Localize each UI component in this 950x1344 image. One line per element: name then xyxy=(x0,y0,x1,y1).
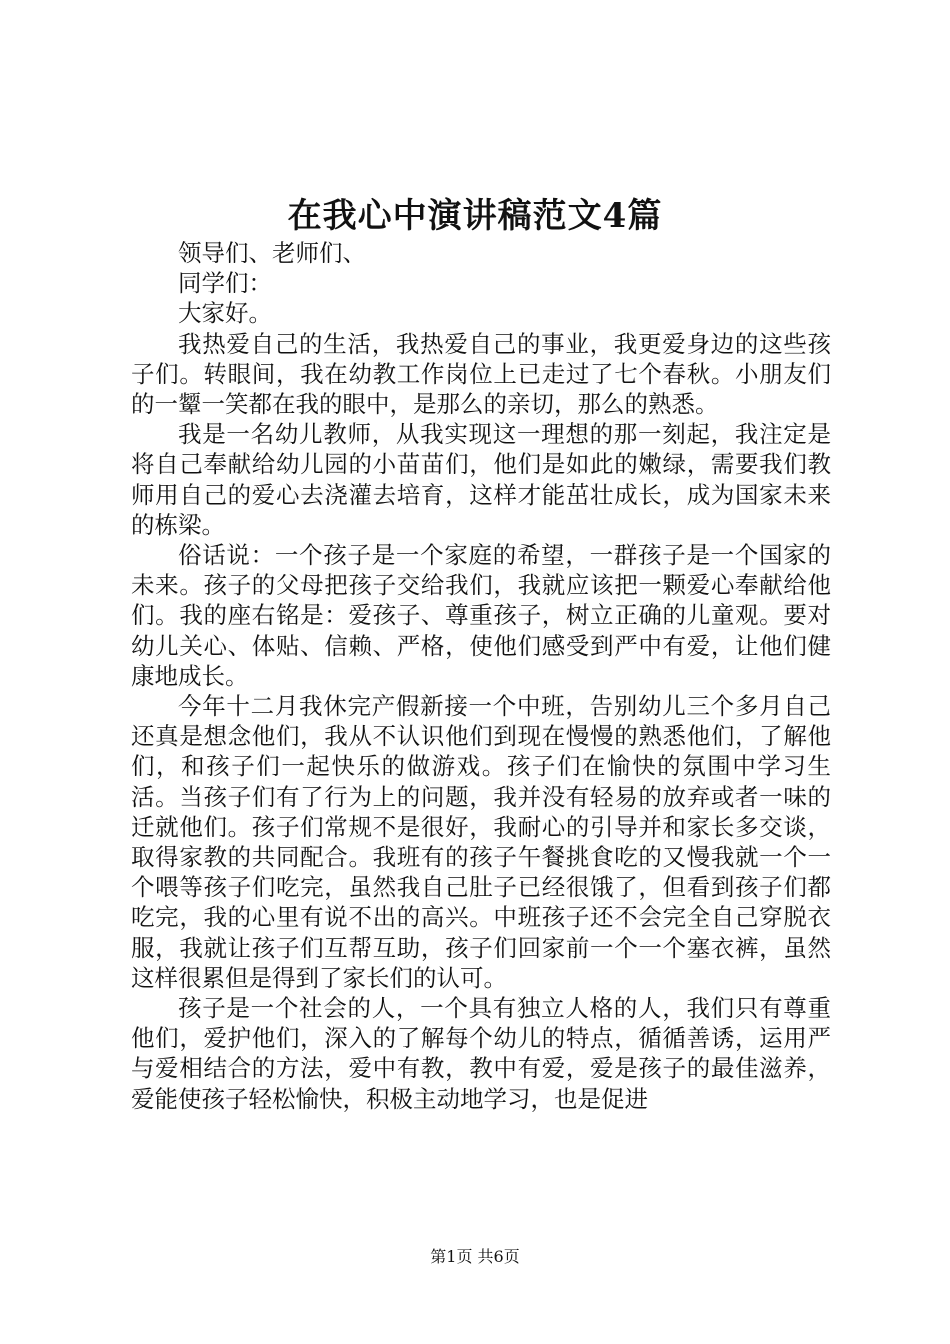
paragraph: 我是一名幼儿教师，从我实现这一理想的那一刻起，我注定是将自己奉献给幼儿园的小苗苗们，他们是如此的嫩绿，需要我们教师用自己的爱心去浇灌去培育，这样才能茁壮成长，成为国家未来的栋梁。 xyxy=(131,420,831,539)
paragraph: 孩子是一个社会的人，一个具有独立人格的人，我们只有尊重他们，爱护他们，深入的了解每个幼儿的特点，循循善诱，运用严与爱相结合的方法，爱中有教，教中有爱，爱是孩子的最佳滋养，爱能使孩子轻松愉快，积极主动地学习，也是促进 xyxy=(131,994,831,1113)
paragraph: 今年十二月我休完产假新接一个中班，告别幼儿三个多月自己还真是想念他们，我从不认识他们到现在慢慢的熟悉他们，了解他们，和孩子们一起快乐的做游戏。孩子们在愉快的氛围中学习生活。当孩子们有了行为上的问题，我并没有轻易的放弃或者一味的迁就他们。孩子们常规不是很好，我耐心的引导并和家长多交谈，取得家教的共同配合。我班有的孩子午餐挑食吃的又慢我就一个一个喂等孩子们吃完，虽然我自己肚子已经很饿了，但看到孩子们都吃完，我的心里有说不出的高兴。中班孩子还不会完全自己穿脱衣服，我就让孩子们互帮互助，孩子们回家前一个一个塞衣裤，虽然这样很累但是得到了家长们的认可。 xyxy=(131,692,831,992)
page-footer: 第1页 共6页 xyxy=(430,1247,520,1266)
document-body xyxy=(131,238,831,1114)
document-title: 在我心中演讲稿范文4篇 xyxy=(287,196,663,236)
paragraph: 俗话说：一个孩子是一个家庭的希望，一群孩子是一个国家的未来。孩子的父母把孩子交给我们，我就应该把一颗爱心奉献给他们。我的座右铭是：爱孩子、尊重孩子，树立正确的儿童观。要对幼儿关心、体贴、信赖、严格，使他们感受到严中有爱，让他们健康地成长。 xyxy=(131,541,831,690)
paragraph-greeting-2: 同学们： xyxy=(178,269,272,298)
paragraph-greeting-1: 领导们、老师们、 xyxy=(178,239,366,267)
paragraph-greeting-3: 大家好。 xyxy=(178,299,272,328)
paragraph: 我热爱自己的生活，我热爱自己的事业，我更爱身边的这些孩子们。转眼间，我在幼教工作岗位上已走过了七个春秋。小朋友们的一颦一笑都在我的眼中，是那么的亲切，那么的熟悉。 xyxy=(131,329,831,419)
